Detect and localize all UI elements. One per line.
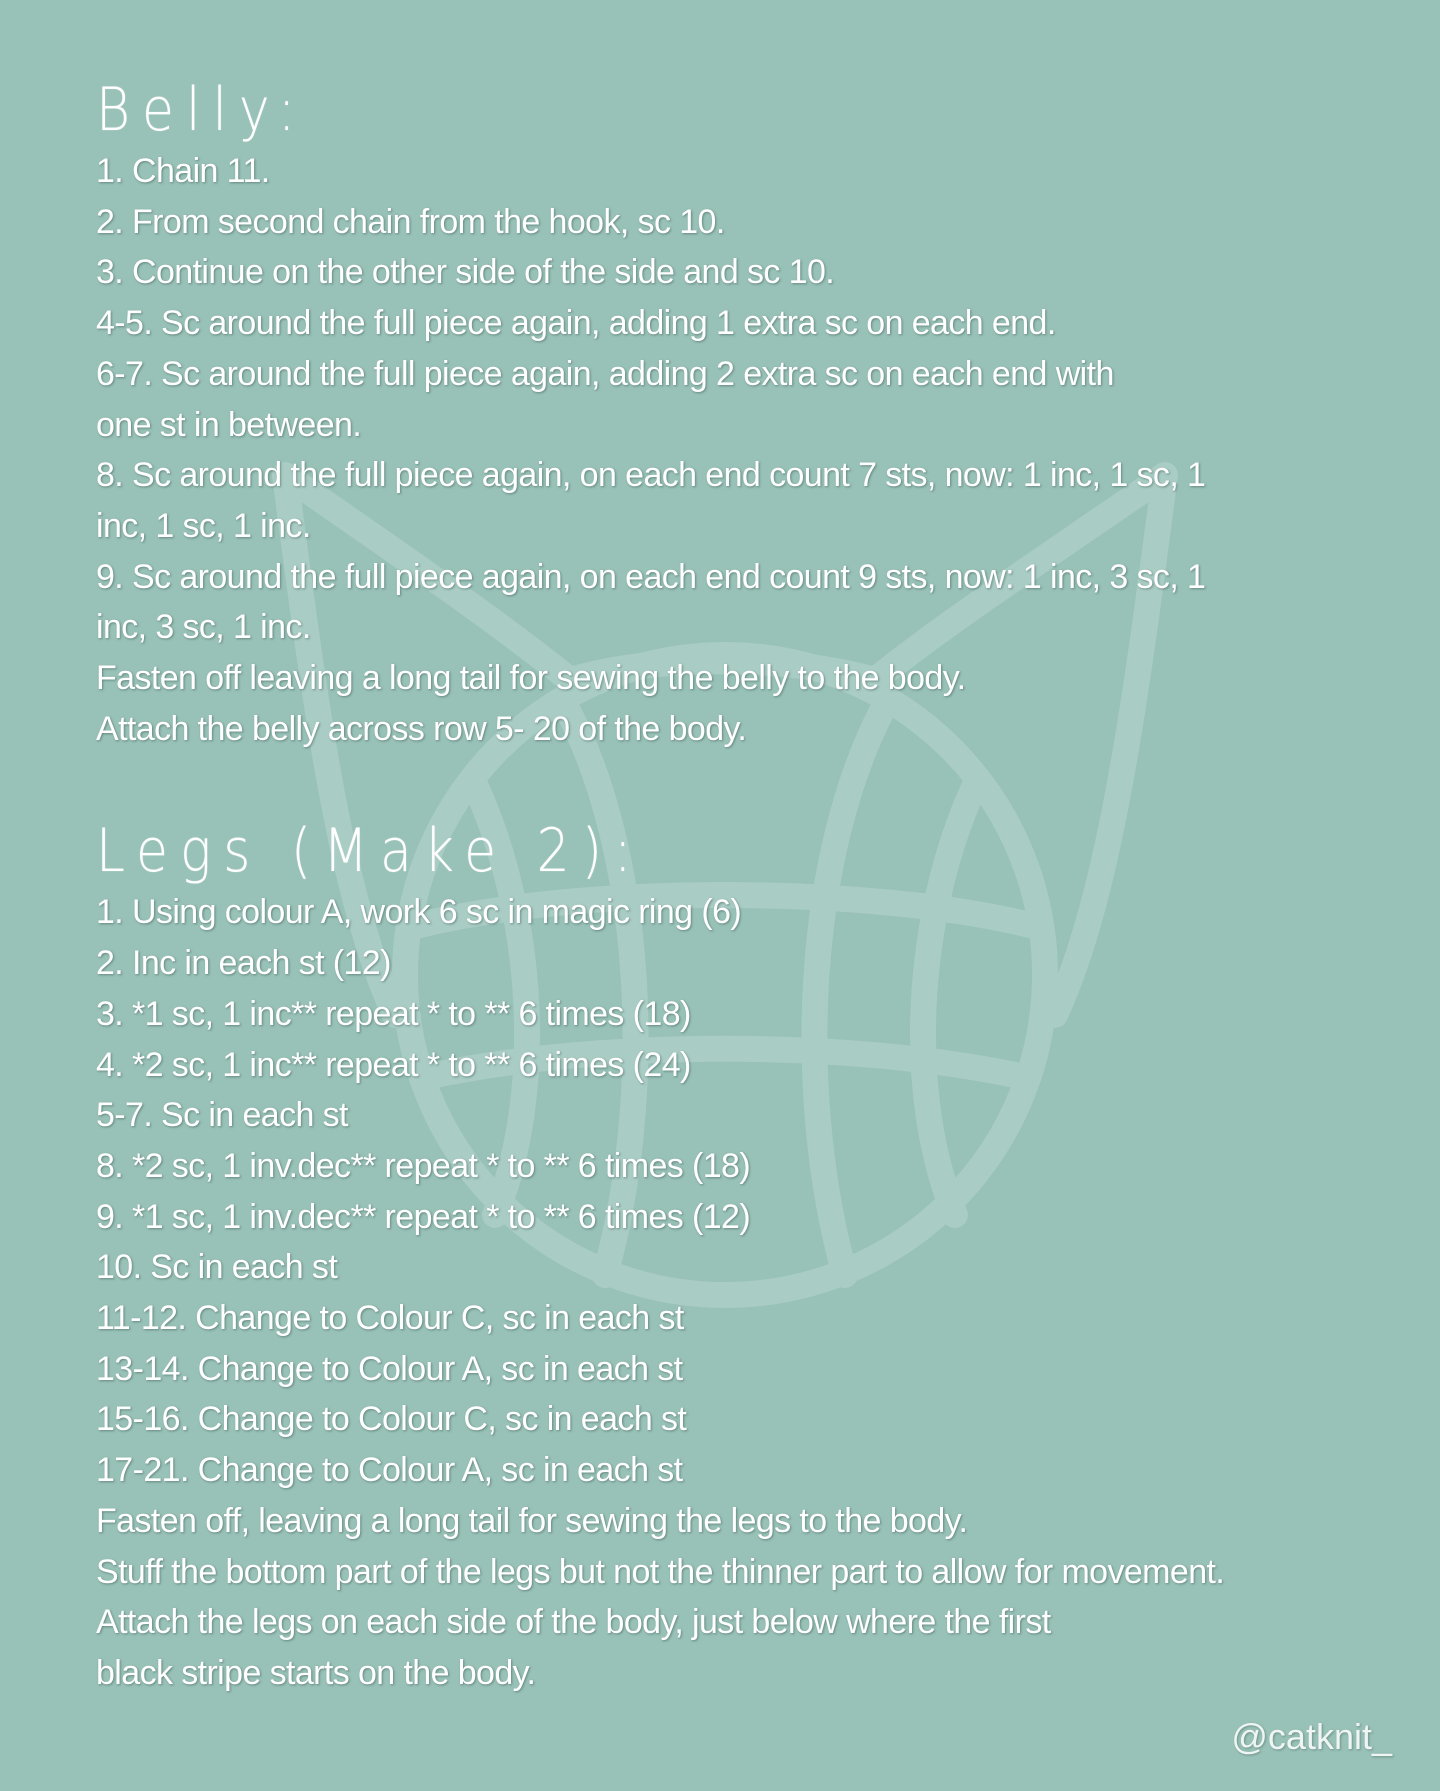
list-item: 1. Chain 11. [96,152,270,190]
list-item: 2. Inc in each st (12) [96,944,391,983]
list-item: 15-16. Change to Colour C, sc in each st [96,1400,687,1439]
list-item: Attach the belly across row 5- 20 of the body. [96,709,747,748]
list-item: 11-12. Change to Colour C, sc in each st [96,1299,684,1338]
list-item: 3. *1 sc, 1 inc** repeat * to ** 6 times (18) [96,994,691,1033]
list-item: Fasten off leaving a long tail for sewing the belly to the body. [96,659,966,698]
legs-section-title: Legs (Make 2): [96,817,644,887]
list-item: 13-14. Change to Colour A, sc in each st [96,1349,683,1388]
list-item: 17-21. Change to Colour A, sc in each st [96,1451,683,1490]
list-item: 9. Sc around the full piece again, on each end count 9 sts, now: 1 inc, 3 sc, 1 [96,557,1206,596]
legs-steps-list [96,887,1396,1698]
list-item: 1. Using colour A, work 6 sc in magic ring (6) [96,893,742,932]
list-item: 10. Sc in each st [96,1248,338,1287]
list-item: 4-5. Sc around the full piece again, adding 1 extra sc on each end. [96,304,1056,343]
pattern-content [96,75,1396,1699]
list-item: 5-7. Sc in each st [96,1096,348,1135]
list-item: 2. From second chain from the hook, sc 10. [96,202,725,241]
list-item: one st in between. [96,405,362,444]
list-item: Attach the legs on each side of the body, just below where the first [96,1603,1051,1642]
list-item: 3. Continue on the other side of the side and sc 10. [96,253,835,292]
list-item: inc, 3 sc, 1 inc. [96,608,311,647]
list-item: 6-7. Sc around the full piece again, adding 2 extra sc on each end with [96,354,1114,393]
belly-steps-list [96,146,1396,754]
belly-section-title: Belly: [96,75,308,145]
list-item: 9. *1 sc, 1 inv.dec** repeat * to ** 6 times (12) [96,1197,751,1236]
list-item: black stripe starts on the body. [96,1653,536,1692]
list-item: 8. *2 sc, 1 inv.dec** repeat * to ** 6 times (18) [96,1146,751,1185]
list-item: inc, 1 sc, 1 inc. [96,506,311,545]
list-item: 4. *2 sc, 1 inc** repeat * to ** 6 times (24) [96,1045,691,1084]
list-item: Stuff the bottom part of the legs but not the thinner part to allow for movement. [96,1552,1225,1591]
list-item: Fasten off, leaving a long tail for sewing the legs to the body. [96,1501,968,1540]
author-handle: @catknit_ [1231,1716,1392,1757]
list-item: 8. Sc around the full piece again, on each end count 7 sts, now: 1 inc, 1 sc, 1 [96,456,1206,495]
